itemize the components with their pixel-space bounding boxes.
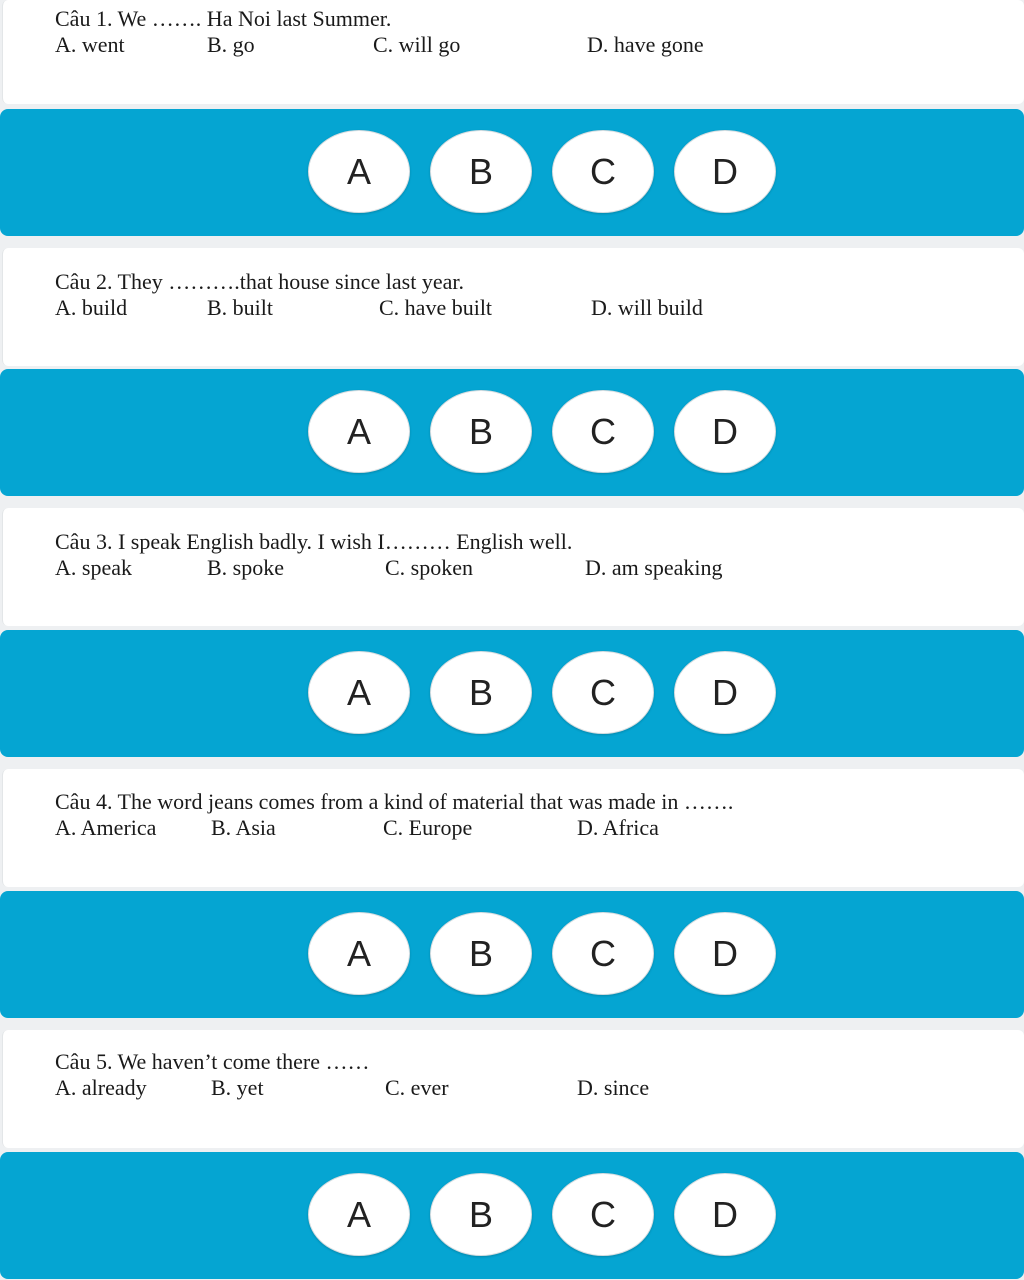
answer-bar-3 bbox=[0, 630, 1024, 757]
question-prompt: Câu 2. They ……….that house since last year. bbox=[55, 269, 464, 294]
question-card-2 bbox=[2, 248, 1024, 366]
question-prompt: Câu 4. The word jeans comes from a kind of material that was made in ……. bbox=[55, 789, 734, 814]
option-a: A. already bbox=[55, 1075, 147, 1100]
answer-button-a[interactable]: A bbox=[308, 912, 410, 995]
question-card-5 bbox=[2, 1030, 1024, 1148]
answer-button-d[interactable]: D bbox=[674, 912, 776, 995]
answer-button-d[interactable]: D bbox=[674, 1173, 776, 1256]
answer-button-a[interactable]: A bbox=[308, 651, 410, 734]
question-prompt: Câu 1. We ……. Ha Noi last Summer. bbox=[55, 6, 392, 31]
question-prompt: Câu 3. I speak English badly. I wish I……… English well. bbox=[55, 529, 573, 554]
answer-bar-4 bbox=[0, 891, 1024, 1018]
option-a: A. America bbox=[55, 815, 157, 840]
answer-button-b[interactable]: B bbox=[430, 390, 532, 473]
answer-button-d[interactable]: D bbox=[674, 130, 776, 213]
option-c: C. ever bbox=[385, 1075, 449, 1100]
option-c: C. will go bbox=[373, 32, 461, 57]
option-b: B. built bbox=[207, 295, 274, 320]
question-prompt: Câu 5. We haven’t come there …… bbox=[55, 1049, 370, 1074]
answer-bar-2 bbox=[0, 369, 1024, 496]
answer-button-c[interactable]: C bbox=[552, 130, 654, 213]
answer-button-a[interactable]: A bbox=[308, 390, 410, 473]
answer-button-a[interactable]: A bbox=[308, 1173, 410, 1256]
option-d: D. since bbox=[577, 1075, 650, 1100]
answer-bar-1 bbox=[0, 109, 1024, 236]
answer-button-c[interactable]: C bbox=[552, 390, 654, 473]
option-d: D. have gone bbox=[587, 32, 704, 57]
answer-button-a[interactable]: A bbox=[308, 130, 410, 213]
option-d: D. will build bbox=[591, 295, 703, 320]
option-a: A. went bbox=[55, 32, 125, 57]
question-card-4 bbox=[2, 769, 1024, 887]
question-card-3 bbox=[2, 508, 1024, 626]
question-card-1 bbox=[2, 0, 1024, 104]
option-c: C. have built bbox=[379, 295, 493, 320]
option-d: D. am speaking bbox=[585, 555, 723, 580]
answer-button-b[interactable]: B bbox=[430, 1173, 532, 1256]
option-b: B. yet bbox=[211, 1075, 264, 1100]
option-a: A. speak bbox=[55, 555, 132, 580]
option-b: B. spoke bbox=[207, 555, 284, 580]
option-d: D. Africa bbox=[577, 815, 659, 840]
answer-button-d[interactable]: D bbox=[674, 390, 776, 473]
option-b: B. Asia bbox=[211, 815, 276, 840]
option-c: C. spoken bbox=[385, 555, 473, 580]
answer-button-b[interactable]: B bbox=[430, 912, 532, 995]
answer-button-d[interactable]: D bbox=[674, 651, 776, 734]
answer-button-b[interactable]: B bbox=[430, 130, 532, 213]
answer-button-c[interactable]: C bbox=[552, 1173, 654, 1256]
answer-button-b[interactable]: B bbox=[430, 651, 532, 734]
answer-button-c[interactable]: C bbox=[552, 912, 654, 995]
option-b: B. go bbox=[207, 32, 255, 57]
answer-bar-5 bbox=[0, 1152, 1024, 1279]
option-a: A. build bbox=[55, 295, 128, 320]
answer-button-c[interactable]: C bbox=[552, 651, 654, 734]
option-c: C. Europe bbox=[383, 815, 473, 840]
